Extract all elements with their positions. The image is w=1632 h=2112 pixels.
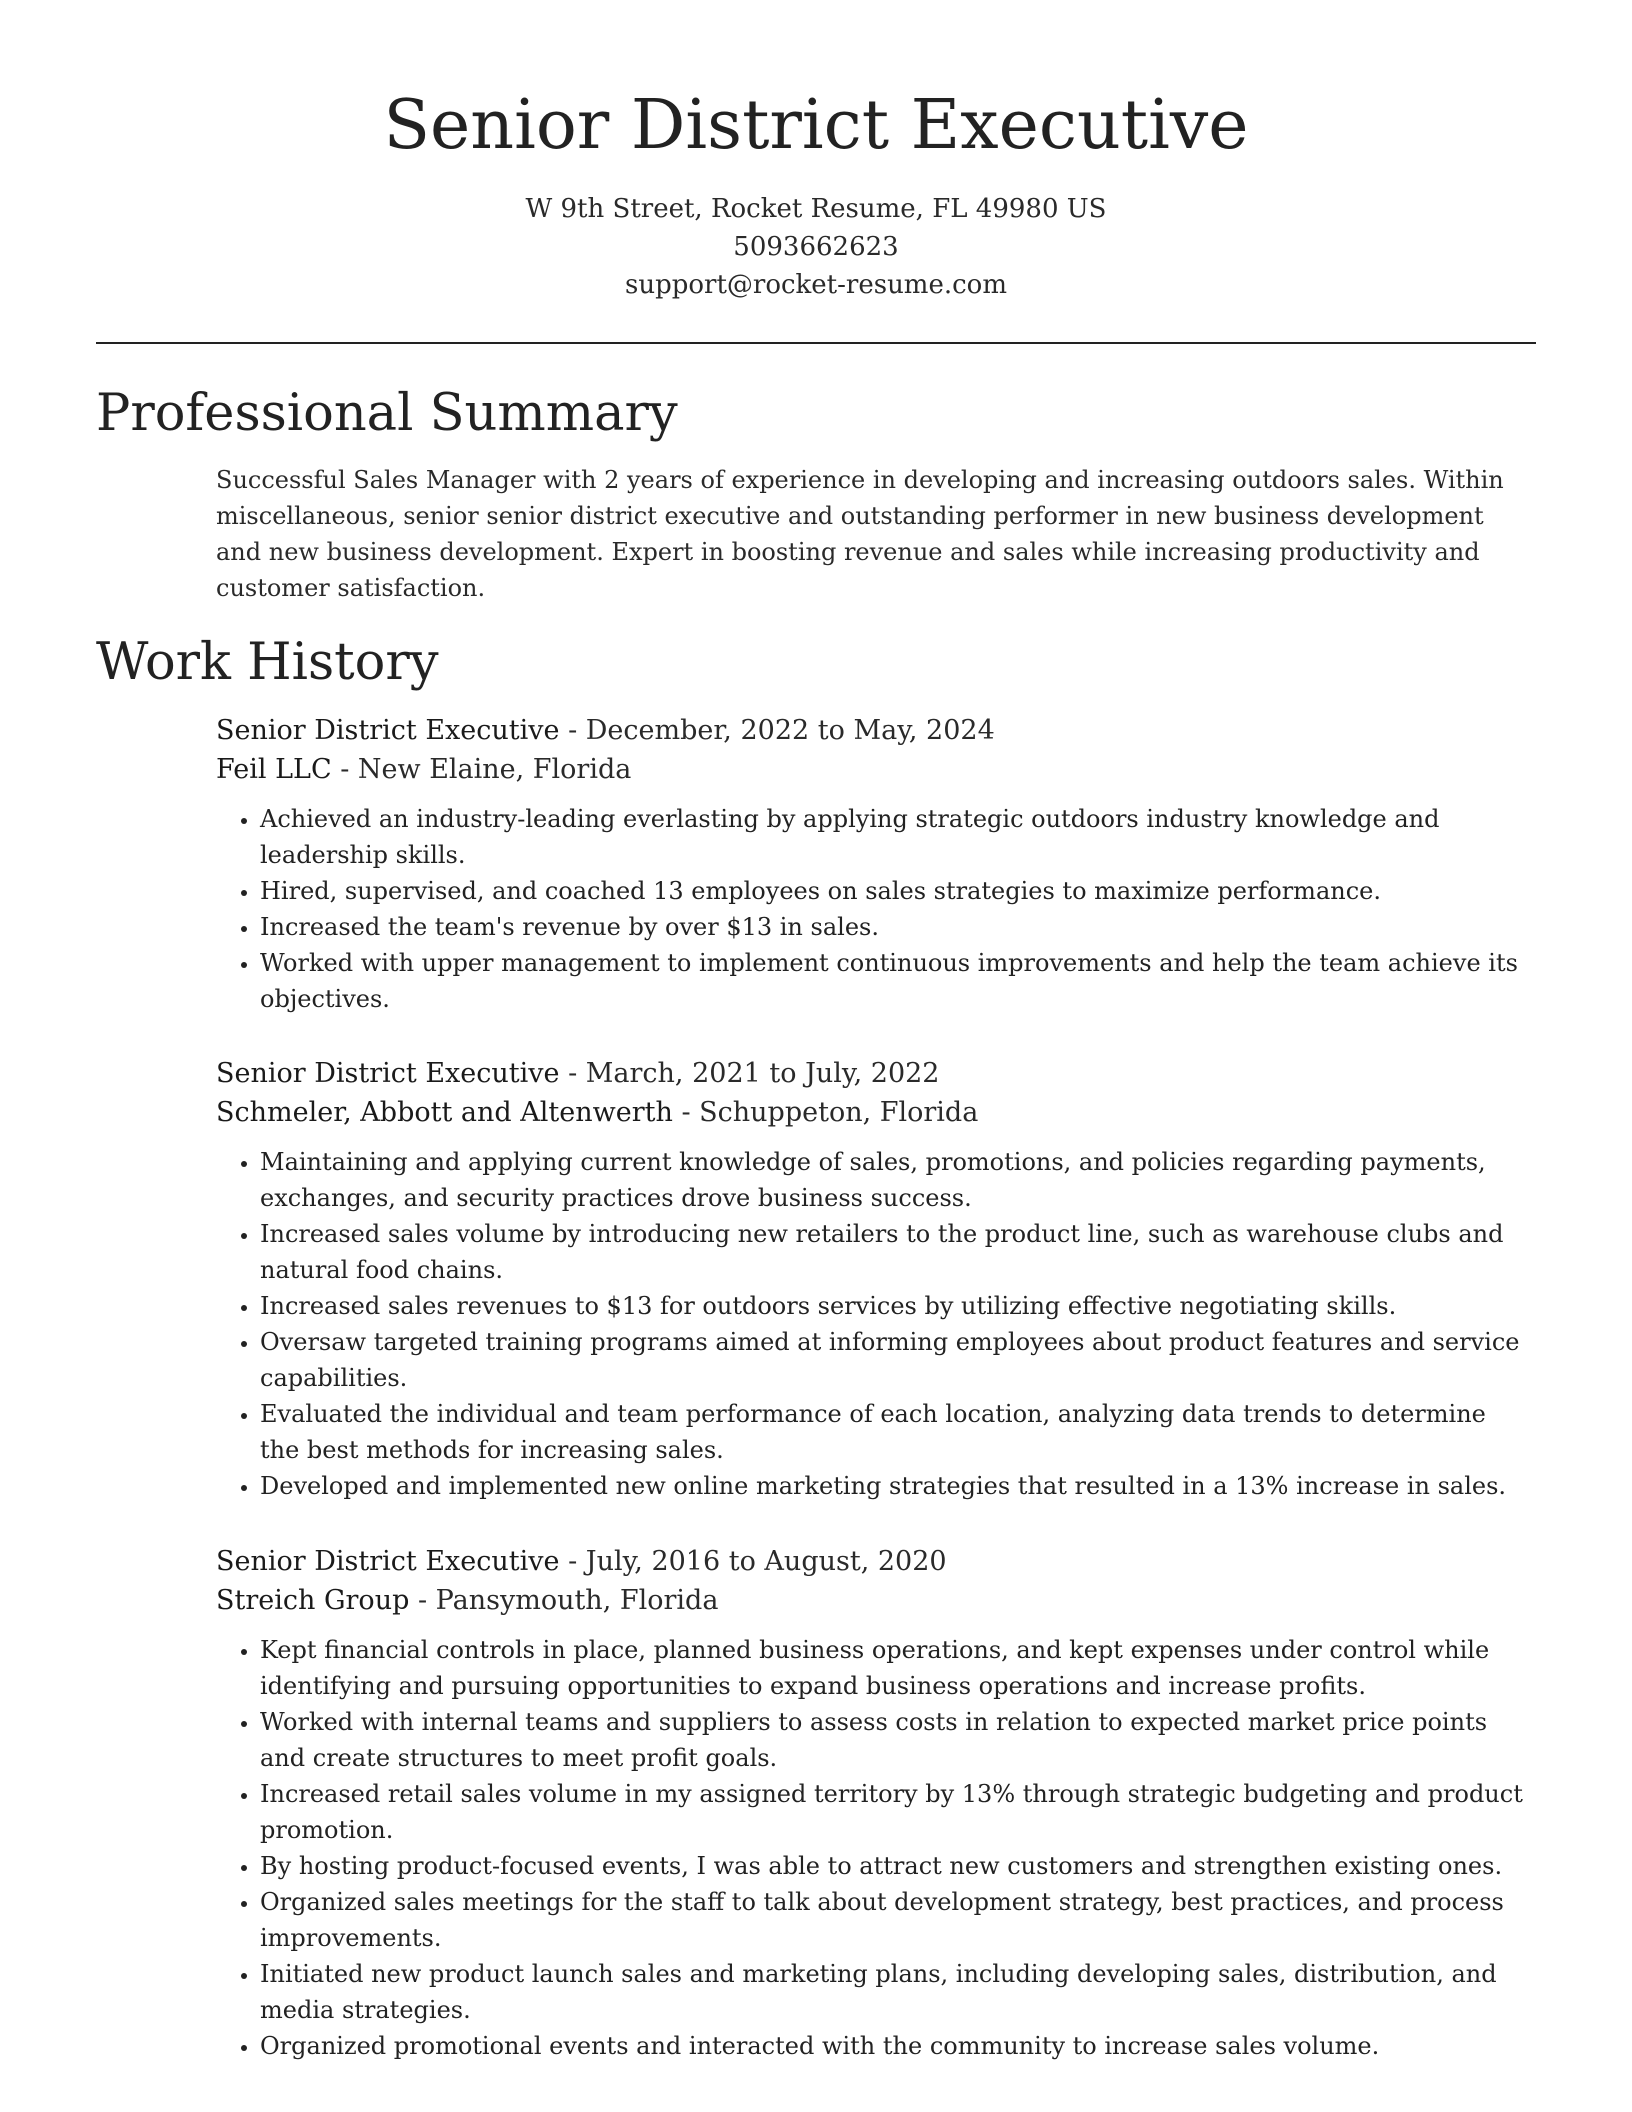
resume-header	[0, 78, 1632, 304]
job-bullets	[216, 1144, 1531, 1504]
job-company-line	[216, 750, 1531, 789]
job-dates: - December, 2022 to May, 2024	[559, 715, 995, 746]
list-item: • Increased retail sales volume in my assigned territory by 13% through strategic budgeting and product promotion.	[260, 1776, 1531, 1848]
header-divider	[96, 342, 1536, 344]
list-item: • By hosting product-focused events, I was able to attract new customers and strengthen existing ones.	[260, 1848, 1531, 1884]
list-item: • Initiated new product launch sales and marketing plans, including developing sales, distribution, and media strategies.	[260, 1956, 1531, 2028]
job-title-line	[216, 711, 1531, 750]
contact-email[interactable]: support@rocket-resume.com	[624, 270, 1007, 300]
job-entry	[216, 711, 1531, 1017]
list-item: • Hired, supervised, and coached 13 employees on sales strategies to maximize performance.	[260, 873, 1531, 909]
job-dates: - July, 2016 to August, 2020	[559, 1546, 947, 1577]
list-item: • Achieved an industry-leading everlasting by applying strategic outdoors industry knowledge and leadership skills.	[260, 801, 1531, 873]
job-entry	[216, 1542, 1531, 2064]
job-location: - New Elaine, Florida	[331, 754, 632, 785]
contact-address: W 9th Street, Rocket Resume, FL 49980 US	[525, 194, 1107, 224]
list-item: • Evaluated the individual and team performance of each location, analyzing data trends to determine the best methods for increasing sales.	[260, 1396, 1531, 1468]
candidate-name: Senior District Executive	[383, 86, 1249, 165]
list-item: • Worked with upper management to implement continuous improvements and help the team achieve its objectives.	[260, 945, 1531, 1017]
list-item: • Oversaw targeted training programs aimed at informing employees about product features and service capabilities.	[260, 1324, 1531, 1396]
summary-heading: Professional Summary	[96, 384, 678, 443]
job-company-line	[216, 1581, 1531, 1620]
job-location: - Schuppeton, Florida	[672, 1097, 979, 1128]
list-item: • Increased sales volume by introducing new retailers to the product line, such as warehouse clubs and natural food chains.	[260, 1216, 1531, 1288]
job-bullets	[216, 801, 1531, 1017]
list-item: • Maintaining and applying current knowledge of sales, promotions, and policies regarding payments, exchanges, and security practices drove business success.	[260, 1144, 1531, 1216]
job-title: Senior District Executive	[216, 1546, 560, 1577]
job-title: Senior District Executive	[216, 715, 560, 746]
job-title: Senior District Executive	[216, 1058, 560, 1089]
list-item: • Developed and implemented new online marketing strategies that resulted in a 13% increase in sales.	[260, 1468, 1531, 1504]
job-company: Schmeler, Abbott and Altenwerth	[216, 1097, 673, 1128]
job-title-line	[216, 1054, 1531, 1093]
job-entry	[216, 1054, 1531, 1504]
list-item: • Organized sales meetings for the staff to talk about development strategy, best practices, and process improvements.	[260, 1884, 1531, 1956]
job-dates: - March, 2021 to July, 2022	[559, 1058, 940, 1089]
job-bullets	[216, 1632, 1531, 2064]
work-history-heading: Work History	[96, 633, 439, 692]
job-company: Streich Group	[216, 1585, 410, 1616]
list-item: • Organized promotional events and interacted with the community to increase sales volume.	[260, 2028, 1531, 2064]
list-item: • Worked with internal teams and suppliers to assess costs in relation to expected market price points and create structures to meet profit goals.	[260, 1704, 1531, 1776]
list-item: • Increased the team's revenue by over $13 in sales.	[260, 909, 1531, 945]
summary-text: Successful Sales Manager with 2 years of experience in developing and increasing outdoors sales. Within miscellaneous, senior senior district executive and outstanding performer in new business development and new business development. Expert in boosting revenue and sales while increasing productivity and customer satisfaction.	[216, 466, 1504, 602]
job-title-line	[216, 1542, 1531, 1581]
list-item: • Kept financial controls in place, planned business operations, and kept expenses under control while identifying and pursuing opportunities to expand business operations and increase profits.	[260, 1632, 1531, 1704]
list-item: • Increased sales revenues to $13 for outdoors services by utilizing effective negotiating skills.	[260, 1288, 1531, 1324]
job-company: Feil LLC	[216, 754, 332, 785]
contact-phone: 5093662623	[733, 232, 899, 262]
job-location: - Pansymouth, Florida	[409, 1585, 719, 1616]
job-company-line	[216, 1093, 1531, 1132]
